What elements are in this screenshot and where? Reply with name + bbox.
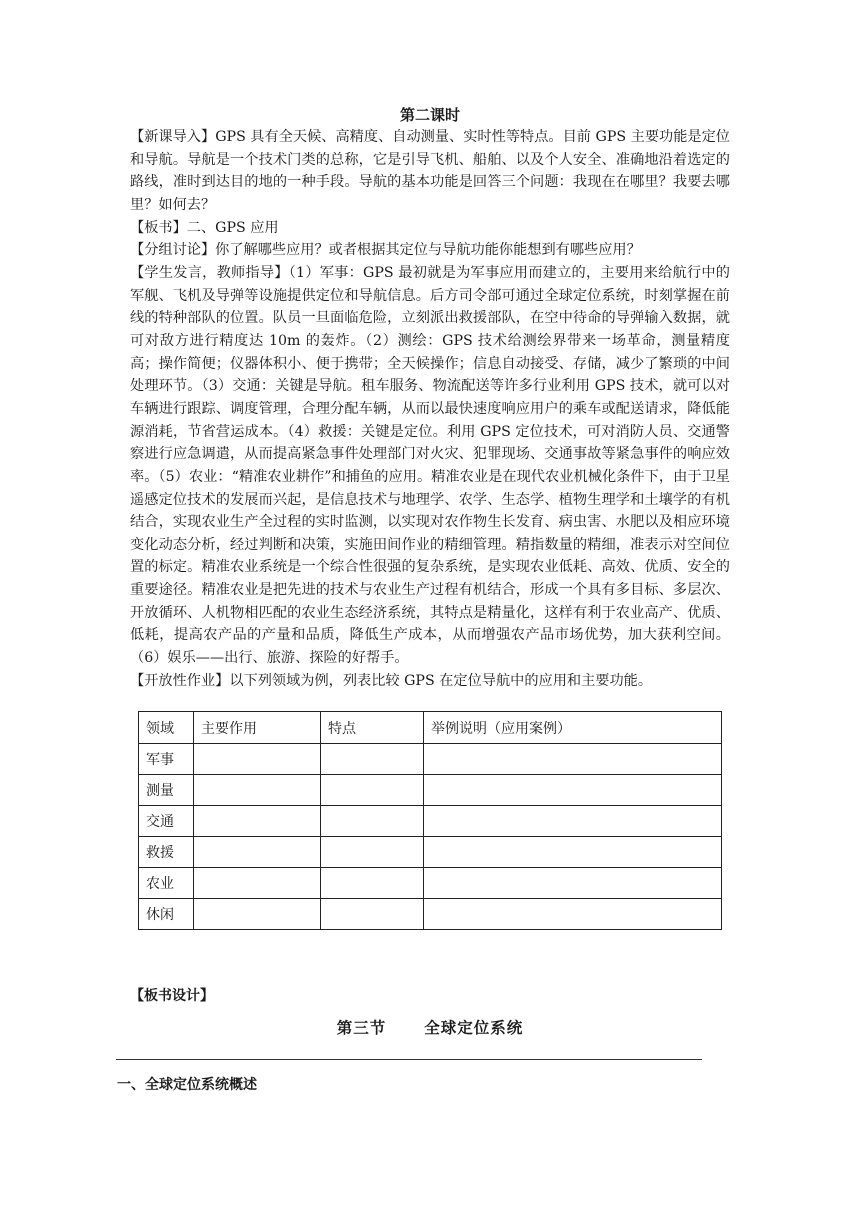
- subheading: 一、全球定位系统概述: [117, 1077, 257, 1093]
- table-cell: [194, 775, 321, 806]
- table-header-row: [139, 712, 722, 744]
- table-cell: [321, 868, 424, 899]
- paragraph-discussion: [130, 239, 730, 262]
- paragraph-label: 【新课导入】: [130, 129, 216, 145]
- table-row: [139, 899, 722, 930]
- paragraph-text: （1）军事：GPS 最初就是为军事应用而建立的，主要用来给航行中的军舰、飞机及导弹等设施提供定位和导航信息。后方司令部可通过全球定位系统，时刻掌握在前线的特种部队的位置。队员一旦面临危险，立刻派出救援部队，在空中待命的导弹输入数据，就可对敌方进行精度达 10m 的轰炸。（2）测绘：GPS 技术给测绘界带来一场革命，测量精度高；操作简便；仪器体积小、便于携带；全天候操作；信息自动接受、存储，减少了繁琐的中间处理环节。（3）交通：关键是导航。租车服务、物流配送等许多行业利用 GPS 技术，就可以对车辆进行跟踪、调度管理，合理分配车辆，从而以最快速度响应用户的乘车或配送请求，降低能源消耗，节省营运成本。（4）救援：关键是定位。利用 GPS 定位技术，可对消防人员、交通警察进行应急调遣，从而提高紧急事件处理部门对火灾、犯罪现场、交通事故等紧急事件的响应效率。（5）农业：“精准农业耕作”和捕鱼的应用。精准农业是在现代农业机械化条件下，由于卫星遥感定位技术的发展而兴起，是信息技术与地理学、农学、生态学、植物生理学和土壤学的有机结合，实现农业生产全过程的实时监测，以实现对农作物生长发育、病虫害、水肥以及相应环境变化动态分析，经过判断和决策，实施田间作业的精细管理。精指数量的精细，准表示对空间位置的标定。精准农业系统是一个综合性很强的复杂系统，是实现农业低耗、高效、优质、安全的重要途径。精准农业是把先进的技术与农业生产过程有机结合，形成一个具有多目标、多层次、开放循环、人机物相匹配的农业生态经济系统，其特点是精量化，这样有利于农业高产、优质、低耗，提高农产品的产量和品质，降低生产成本，从而增强农产品市场优势，加大获利空间。（6）娱乐——出行、旅游、探险的好帮手。: [130, 264, 730, 667]
- table-cell: [424, 899, 722, 930]
- table-header-cell: 特点: [321, 712, 424, 744]
- paragraph-intro: [130, 126, 730, 217]
- table-row: [139, 744, 722, 775]
- paragraph-text: 以下列领域为例，列表比较 GPS 在定位导航中的应用和主要功能。: [229, 672, 653, 689]
- table-cell: [424, 837, 722, 868]
- section-title: [0, 1016, 860, 1038]
- table-cell: [194, 837, 321, 868]
- table-row-label: 测量: [139, 775, 194, 806]
- paragraph-applications: [130, 262, 730, 670]
- table-cell: [424, 868, 722, 899]
- table-cell: [194, 899, 321, 930]
- paragraph-homework: [130, 670, 730, 693]
- paragraph-board: [130, 217, 730, 240]
- paragraph-label: 【分组讨论】: [130, 242, 216, 259]
- table-cell: [194, 744, 321, 775]
- table-header-cell: 主要作用: [194, 712, 321, 744]
- paragraph-label: 【开放性作业】: [130, 672, 230, 689]
- table-cell: [321, 806, 424, 837]
- table-row: [139, 837, 722, 868]
- table-row: [139, 775, 722, 806]
- homework-table: [138, 711, 722, 930]
- table-row-label: 救援: [139, 837, 194, 868]
- paragraph-label: 【学生发言，教师指导】: [130, 264, 289, 281]
- table-row-label: 休闲: [139, 899, 194, 930]
- table-cell: [424, 806, 722, 837]
- paragraph-text: 你了解哪些应用？或者根据其定位与导航功能你能想到有哪些应用？: [215, 242, 641, 259]
- paragraph-text: 二、GPS 应用: [186, 219, 279, 236]
- table-header-cell: 领域: [139, 712, 194, 744]
- table-cell: [194, 868, 321, 899]
- table-cell: [424, 744, 722, 775]
- lesson-title: 第二课时: [399, 106, 460, 124]
- board-design-label: 【板书设计】: [130, 988, 214, 1004]
- table-row-label: 军事: [139, 744, 194, 775]
- paragraph-label: 【板书】: [130, 219, 187, 236]
- section-name: 全球定位系统: [424, 1018, 524, 1037]
- table-row-label: 农业: [139, 868, 194, 899]
- table-cell: [194, 806, 321, 837]
- table-row: [139, 806, 722, 837]
- table-cell: [321, 899, 424, 930]
- table-cell: [321, 744, 424, 775]
- table-header-cell: 举例说明（应用案例）: [424, 712, 722, 744]
- horizontal-rule: [116, 1059, 702, 1060]
- table-row-label: 交通: [139, 806, 194, 837]
- table-cell: [321, 775, 424, 806]
- paragraph-text: GPS 具有全天候、高精度、自动测量、实时性等特点。目前 GPS 主要功能是定位和导航。导航是一个技术门类的总称，它是引导飞机、船舶、以及个人安全、准确地沿着选定的路线，准时到达目的地的一种手段。导航的基本功能是回答三个问题：我现在在哪里？我要去哪里？如何去？: [130, 129, 730, 213]
- table-cell: [321, 837, 424, 868]
- table-cell: [424, 775, 722, 806]
- section-number: 第三节: [336, 1018, 387, 1037]
- table-row: [139, 868, 722, 899]
- lesson-body: [130, 126, 730, 692]
